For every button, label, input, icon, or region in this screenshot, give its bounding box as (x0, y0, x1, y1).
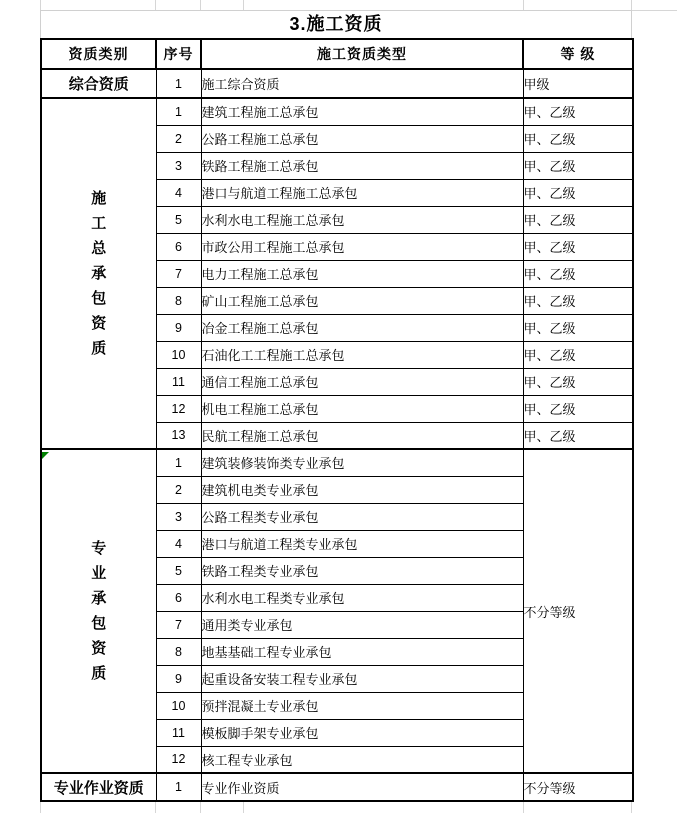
table-row (41, 449, 633, 476)
type-cell[interactable]: 通用类专业承包 (201, 611, 523, 638)
gridline (523, 0, 524, 10)
type-cell[interactable]: 起重设备安装工程专业承包 (201, 665, 523, 692)
grade-cell[interactable]: 甲、乙级 (523, 233, 633, 260)
category-cell[interactable]: 综合资质 (41, 69, 156, 98)
type-cell[interactable]: 专业作业资质 (201, 773, 523, 801)
type-cell[interactable]: 石油化工工程施工总承包 (201, 341, 523, 368)
row-number-cell[interactable]: 6 (156, 233, 201, 260)
header-grade-cell[interactable]: 等 级 (523, 39, 633, 69)
grade-cell[interactable]: 不分等级 (523, 449, 633, 773)
type-cell[interactable]: 建筑机电类专业承包 (201, 476, 523, 503)
row-number-cell[interactable]: 1 (156, 773, 201, 801)
grade-cell[interactable]: 甲、乙级 (523, 206, 633, 233)
type-cell[interactable]: 水利水电工程施工总承包 (201, 206, 523, 233)
table-title-cell[interactable]: 3.施工资质 (40, 10, 632, 38)
table-body (41, 69, 633, 801)
grade-cell[interactable]: 甲级 (523, 69, 633, 98)
type-cell[interactable]: 模板脚手架专业承包 (201, 719, 523, 746)
header-row (41, 39, 633, 69)
row-number-cell[interactable]: 10 (156, 341, 201, 368)
vertical-category-label: 专业承包资质 (91, 540, 107, 682)
row-number-cell[interactable]: 8 (156, 638, 201, 665)
type-cell[interactable]: 铁路工程类专业承包 (201, 557, 523, 584)
row-number-cell[interactable]: 1 (156, 98, 201, 125)
type-cell[interactable]: 公路工程类专业承包 (201, 503, 523, 530)
row-number-cell[interactable]: 9 (156, 665, 201, 692)
table-row (41, 69, 633, 98)
gridline (632, 10, 677, 11)
grade-cell[interactable]: 甲、乙级 (523, 179, 633, 206)
cell-flag-triangle-icon (42, 452, 49, 459)
type-cell[interactable]: 通信工程施工总承包 (201, 368, 523, 395)
row-number-cell[interactable]: 6 (156, 584, 201, 611)
qualification-table (40, 38, 634, 802)
grade-cell[interactable]: 甲、乙级 (523, 341, 633, 368)
row-number-cell[interactable]: 12 (156, 395, 201, 422)
header-type-cell[interactable]: 施工资质类型 (201, 39, 523, 69)
type-cell[interactable]: 预拌混凝土专业承包 (201, 692, 523, 719)
table-row (41, 773, 633, 801)
row-number-cell[interactable]: 13 (156, 422, 201, 449)
type-cell[interactable]: 冶金工程施工总承包 (201, 314, 523, 341)
gridline (40, 0, 41, 10)
vertical-category-label: 施工总承包资质 (91, 190, 107, 357)
grade-cell[interactable]: 甲、乙级 (523, 125, 633, 152)
row-number-cell[interactable]: 9 (156, 314, 201, 341)
category-cell[interactable]: 专业作业资质 (41, 773, 156, 801)
grade-cell[interactable]: 甲、乙级 (523, 368, 633, 395)
row-number-cell[interactable]: 7 (156, 260, 201, 287)
row-number-cell[interactable]: 5 (156, 557, 201, 584)
type-cell[interactable]: 港口与航道工程施工总承包 (201, 179, 523, 206)
grade-cell[interactable]: 甲、乙级 (523, 287, 633, 314)
gridline (631, 0, 632, 10)
grade-cell[interactable]: 甲、乙级 (523, 260, 633, 287)
row-number-cell[interactable]: 5 (156, 206, 201, 233)
row-number-cell[interactable]: 10 (156, 692, 201, 719)
row-number-cell[interactable]: 11 (156, 719, 201, 746)
gridline (200, 0, 201, 10)
type-cell[interactable]: 施工综合资质 (201, 69, 523, 98)
header-category-cell[interactable]: 资质类别 (41, 39, 156, 69)
type-cell[interactable]: 机电工程施工总承包 (201, 395, 523, 422)
category-cell[interactable] (41, 449, 156, 773)
type-cell[interactable]: 电力工程施工总承包 (201, 260, 523, 287)
row-number-cell[interactable]: 1 (156, 69, 201, 98)
row-number-cell[interactable]: 11 (156, 368, 201, 395)
type-cell[interactable]: 核工程专业承包 (201, 746, 523, 773)
row-number-cell[interactable]: 4 (156, 179, 201, 206)
type-cell[interactable]: 港口与航道工程类专业承包 (201, 530, 523, 557)
type-cell[interactable]: 水利水电工程类专业承包 (201, 584, 523, 611)
type-cell[interactable]: 公路工程施工总承包 (201, 125, 523, 152)
grade-cell[interactable]: 甲、乙级 (523, 98, 633, 125)
type-cell[interactable]: 地基基础工程专业承包 (201, 638, 523, 665)
grade-cell[interactable]: 甲、乙级 (523, 395, 633, 422)
row-number-cell[interactable]: 7 (156, 611, 201, 638)
row-number-cell[interactable]: 1 (156, 449, 201, 476)
type-cell[interactable]: 民航工程施工总承包 (201, 422, 523, 449)
grade-cell[interactable]: 甲、乙级 (523, 422, 633, 449)
category-cell[interactable] (41, 98, 156, 449)
gridline (155, 0, 156, 10)
row-number-cell[interactable]: 4 (156, 530, 201, 557)
header-number-cell[interactable]: 序号 (156, 39, 201, 69)
grade-cell[interactable]: 不分等级 (523, 773, 633, 801)
type-cell[interactable]: 建筑装修装饰类专业承包 (201, 449, 523, 476)
row-number-cell[interactable]: 2 (156, 125, 201, 152)
row-number-cell[interactable]: 8 (156, 287, 201, 314)
type-cell[interactable]: 市政公用工程施工总承包 (201, 233, 523, 260)
type-cell[interactable]: 建筑工程施工总承包 (201, 98, 523, 125)
gridline (243, 0, 244, 10)
row-number-cell[interactable]: 2 (156, 476, 201, 503)
row-number-cell[interactable]: 3 (156, 152, 201, 179)
type-cell[interactable]: 矿山工程施工总承包 (201, 287, 523, 314)
grade-cell[interactable]: 甲、乙级 (523, 152, 633, 179)
grade-cell[interactable]: 甲、乙级 (523, 314, 633, 341)
row-number-cell[interactable]: 12 (156, 746, 201, 773)
type-cell[interactable]: 铁路工程施工总承包 (201, 152, 523, 179)
row-number-cell[interactable]: 3 (156, 503, 201, 530)
table-row (41, 98, 633, 125)
